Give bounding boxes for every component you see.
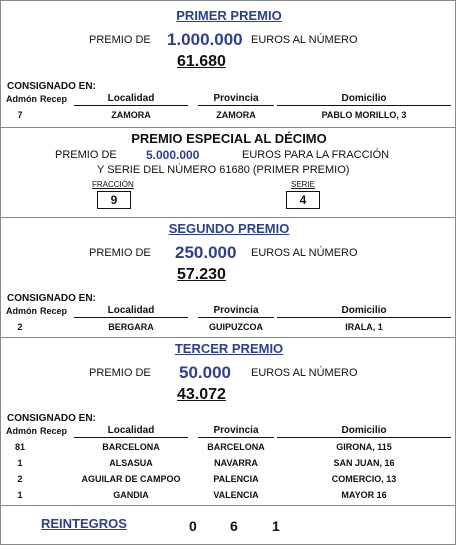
- domicilio-header: Domicilio: [277, 425, 451, 438]
- reintegro-digit: 0: [189, 518, 197, 534]
- admon-header: Admón: [6, 306, 37, 316]
- row-admon: 7: [17, 110, 23, 120]
- row-localidad: BERGARA: [108, 322, 154, 332]
- row-admon: 2: [17, 474, 23, 484]
- premio-de-label: PREMIO DE: [89, 247, 151, 259]
- euros-label: EUROS AL NÚMERO: [251, 367, 358, 379]
- premio-de-label: PREMIO DE: [89, 34, 151, 46]
- primer-premio-section: [1, 1, 456, 128]
- fraccion-label: FRACCIÓN: [92, 180, 134, 189]
- provincia-header: Provincia: [198, 425, 274, 438]
- serie-text: Y SERIE DEL NÚMERO 61680 (PRIMER PREMIO): [97, 164, 350, 176]
- row-localidad: GANDIA: [113, 490, 149, 500]
- admon-header: Admón: [6, 426, 37, 436]
- row-localidad: AGUILAR DE CAMPOO: [81, 474, 181, 484]
- serie-label: SERIE: [291, 180, 316, 189]
- row-domicilio: COMERCIO, 13: [331, 474, 397, 484]
- domicilio-header: Domicilio: [277, 305, 451, 318]
- row-provincia: BARCELONA: [207, 442, 265, 452]
- euros-fraccion-label: EUROS PARA LA FRACCIÓN: [242, 149, 390, 161]
- row-domicilio: GIRONA, 115: [336, 442, 392, 452]
- localidad-header: Localidad: [74, 305, 188, 318]
- provincia-header: Provincia: [198, 93, 274, 106]
- euros-label: EUROS AL NÚMERO: [251, 247, 358, 259]
- reintegros-label: REINTEGROS: [41, 516, 127, 531]
- winning-number: 57.230: [177, 266, 226, 283]
- premio-de-label: PREMIO DE: [55, 149, 117, 161]
- premio-de-label: PREMIO DE: [89, 367, 151, 379]
- segundo-premio-section: [1, 218, 456, 338]
- row-provincia: GUIPUZCOA: [209, 322, 263, 332]
- admon-header: Admón: [6, 94, 37, 104]
- row-provincia: PALENCIA: [213, 474, 259, 484]
- row-provincia: VALENCIA: [213, 490, 259, 500]
- row-localidad: ALSASUA: [109, 458, 153, 468]
- serie-box: 4: [286, 191, 320, 209]
- row-domicilio: SAN JUAN, 16: [333, 458, 395, 468]
- tercer-premio-section: [1, 338, 456, 506]
- consignado-label: CONSIGNADO EN:: [7, 413, 96, 424]
- provincia-header: Provincia: [198, 305, 274, 318]
- localidad-header: Localidad: [74, 93, 188, 106]
- row-domicilio: PABLO MORILLO, 3: [321, 110, 407, 120]
- premio-especial-title: PREMIO ESPECIAL AL DÉCIMO: [131, 131, 327, 146]
- domicilio-header: Domicilio: [277, 93, 451, 106]
- row-admon: 2: [17, 322, 23, 332]
- localidad-header: Localidad: [74, 425, 188, 438]
- premio-especial-section: [1, 128, 456, 218]
- fraccion-box: 9: [97, 191, 131, 209]
- row-admon: 1: [17, 490, 23, 500]
- prize-amount: 250.000: [175, 243, 237, 262]
- prize-amount: 5.000.000: [146, 148, 200, 162]
- row-admon: 1: [17, 458, 23, 468]
- row-provincia: ZAMORA: [216, 110, 256, 120]
- consignado-label: CONSIGNADO EN:: [7, 81, 96, 92]
- prize-amount: 50.000: [179, 363, 231, 382]
- reintegro-digit: 1: [272, 518, 280, 534]
- winning-number: 61.680: [177, 53, 226, 70]
- row-domicilio: IRALA, 1: [345, 322, 383, 332]
- recep-header: Recep: [40, 306, 68, 316]
- recep-header: Recep: [40, 94, 68, 104]
- reintegro-digit: 6: [230, 518, 238, 534]
- euros-label: EUROS AL NÚMERO: [251, 34, 358, 46]
- primer-premio-title: PRIMER PREMIO: [176, 8, 282, 23]
- row-localidad: ZAMORA: [111, 110, 151, 120]
- tercer-premio-title: TERCER PREMIO: [174, 341, 284, 356]
- row-domicilio: MAYOR 16: [341, 490, 387, 500]
- recep-header: Recep: [40, 426, 68, 436]
- segundo-premio-title: SEGUNDO PREMIO: [168, 221, 290, 236]
- winning-number: 43.072: [177, 386, 226, 403]
- row-localidad: BARCELONA: [102, 442, 160, 452]
- consignado-label: CONSIGNADO EN:: [7, 293, 96, 304]
- prize-amount: 1.000.000: [167, 30, 243, 49]
- row-admon: 81: [14, 442, 25, 452]
- row-provincia: NAVARRA: [214, 458, 258, 468]
